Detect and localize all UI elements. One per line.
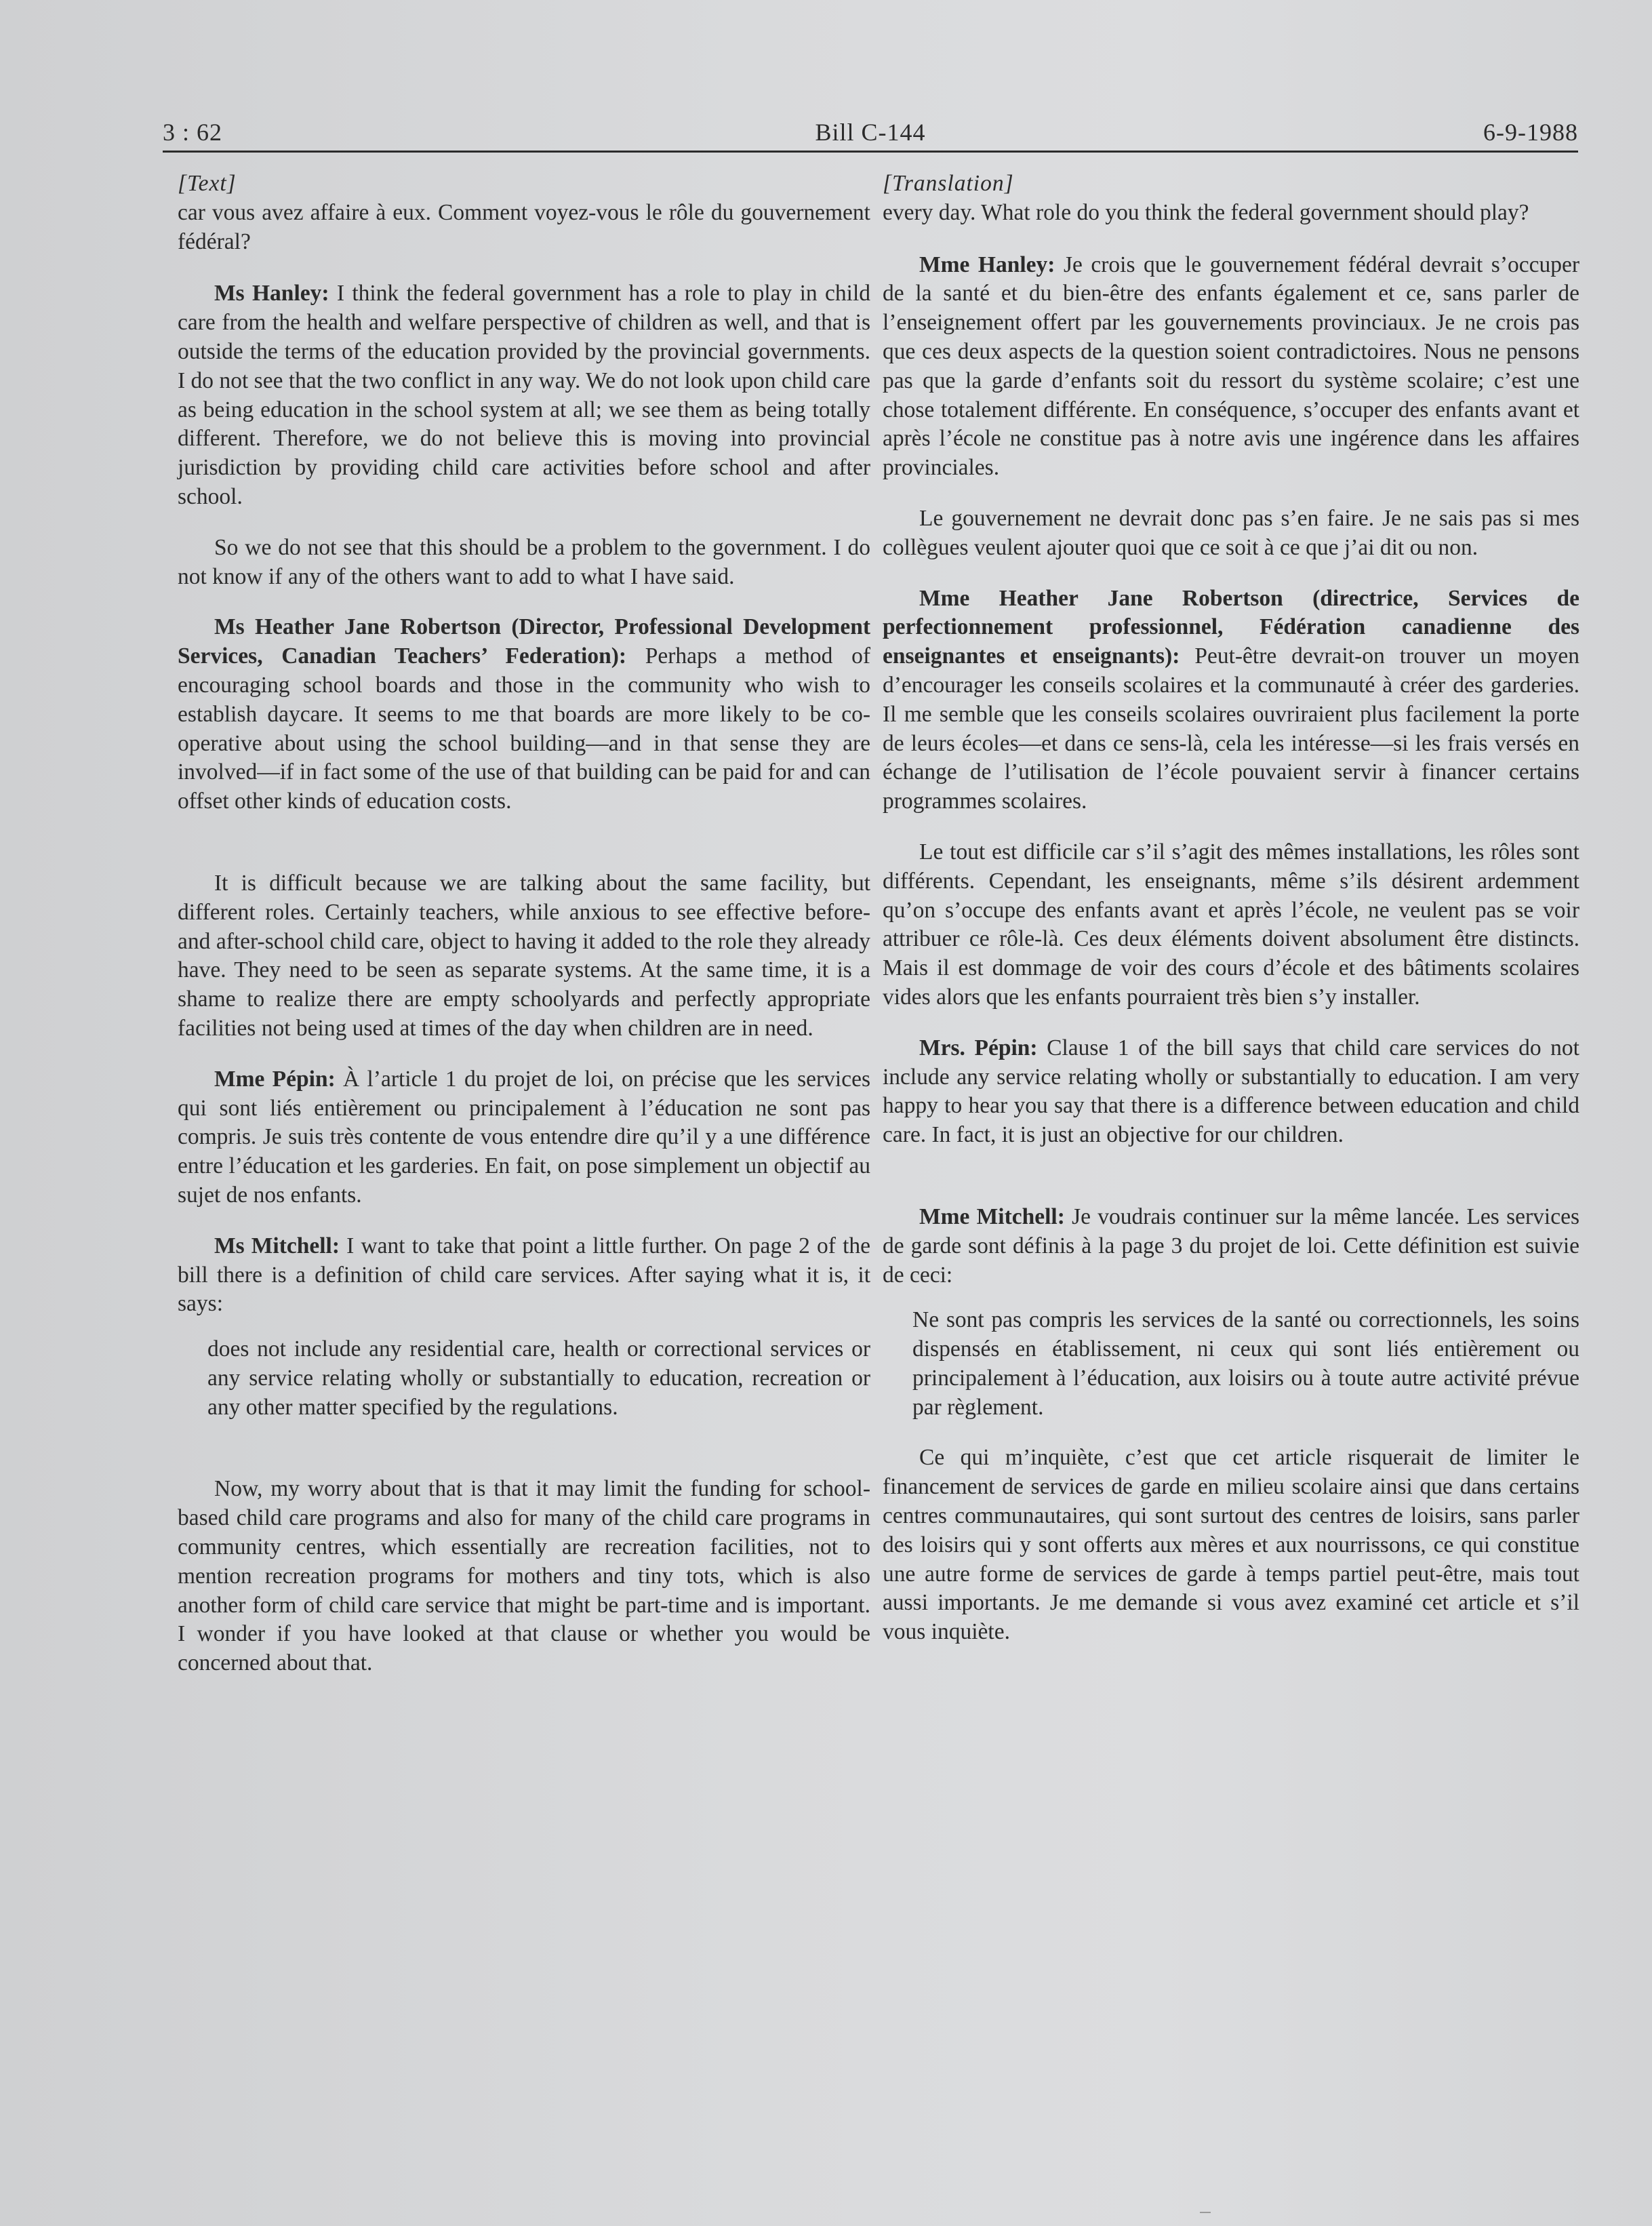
header-date: 6-9-1988 xyxy=(1483,119,1578,146)
paragraph-text: It is difficult because we are talking about the same facility, but different roles. Certainly teachers, while anxious to see effective before- and after-school child care, object to having it added to the role they already have. They need to be seen as separate systems. At the same time, it is a shame to realize there are empty schoolyards and perfectly appropriate facilities not being used at times of the day when children are in need. xyxy=(178,870,870,1041)
paragraph-text: I want to take that point a little further. On page 2 of the bill there is a definition of child care services. After saying what it is, it says: xyxy=(178,1233,870,1317)
paragraph xyxy=(883,838,1579,1012)
paragraph-text: Now, my worry about that is that it may limit the funding for school-based child care programs and also for many of the child care programs in community centres, which essentially are recreation facilities, not to mention recreation programs for mothers and tiny tots, which is also another form of child care service that might be part-time and is important. I wonder if you have looked at that clause or whether you would be concerned about that. xyxy=(178,1476,870,1676)
paragraph xyxy=(883,251,1579,483)
speaker-name: Mme Pépin: xyxy=(214,1066,336,1092)
paragraph-text: Ce qui m’inquiète, c’est que cet article risquerait de limiter le financement de services de garde en milieu scolaire ainsi que dans certains centres communautaires, qui sont surtout des centres de loisirs, sans parler des loisirs qui y sont offerts aux mères et aux nourrissons, ce qui constitue une autre forme de services de garde à temps partiel peut-être, mais tout aussi importants. Je me demande si vous avez examiné cet article et s’il vous inquiète. xyxy=(883,1445,1579,1645)
paragraph-text: So we do not see that this should be a problem to the government. I do not know if any of the others want to add to what I have said. xyxy=(178,534,870,589)
paragraph-text: Je voudrais continuer sur la même lancée. Les services de garde sont définis à la page 3 du projet de loi. Cette définition est suivie de ceci: xyxy=(883,1204,1579,1288)
speaker-name: Ms Mitchell: xyxy=(214,1233,340,1258)
paragraph xyxy=(883,504,1579,563)
paragraph-text: Le gouvernement ne devrait donc pas s’en faire. Je ne sais pas si mes collègues veulent ajouter quoi que ce soit à ce que j’ai dit ou non. xyxy=(883,505,1579,560)
column-label-text: [Text] xyxy=(178,171,237,196)
right-column xyxy=(883,170,1579,1669)
block-quote xyxy=(207,1335,870,1422)
speaker-name: Mme Mitchell: xyxy=(919,1204,1065,1229)
column-label-translation: [Translation] xyxy=(883,171,1014,196)
speaker-name: Mrs. Pépin: xyxy=(919,1035,1038,1060)
quote-text: does not include any residential care, health or correctional services or any service relating wholly or substantially to education, recreation or any other matter specified by the regulations. xyxy=(207,1336,870,1420)
paragraph-text: Je crois que le gouvernement fédéral devrait s’occuper de la santé et du bien-être des enfants également et ce, sans parler de l’enseignement offert par les gouvernements provinciaux. Je ne crois pas que ces deux aspects de la question soient contradictoires. Nous ne pensons pas que la garde d’enfants soit du ressort du système scolaire; c’est une chose totalement différente. En conséquence, s’occuper des enfants avant et après l’école ne constitue pas à notre avis une ingérence dans les affaires provinciales. xyxy=(883,252,1579,481)
paragraph-text: À l’article 1 du projet de loi, on précise que les services qui sont liés entièrement ou principalement à l’éducation ne sont pas compris. Je suis très contente de vous entendre dire qu’il y a une différence entre l’éducation et les garderies. En fait, on pose simplement un objectif au sujet de nos enfants. xyxy=(178,1066,871,1208)
paragraph xyxy=(178,613,870,816)
bill-title: Bill C-144 xyxy=(815,119,926,146)
paragraph xyxy=(178,869,870,1044)
paragraph-text: Clause 1 of the bill says that child care services do not include any service relating wholly or substantially to education. I am very happy to hear you say that there is a difference between education and child care. In fact, it is just an objective for our children. xyxy=(883,1035,1579,1148)
paragraph-text: I think the federal government has a role to play in child care from the health and welfare perspective of children as well, and that is outside the terms of the education provided by the provincial governments. I do not see that the two conflict in any way. We do not look upon child care as being education in the school system at all; we see them as being totally different. Therefore, we do not believe this is moving into provincial jurisdiction by providing child care activities before school and after school. xyxy=(178,281,870,509)
page-number: 3 : 62 xyxy=(163,119,223,146)
paragraph-text: every day. What role do you think the federal government should play? xyxy=(883,199,1529,225)
paragraph xyxy=(178,279,870,511)
left-column xyxy=(178,170,870,1700)
header-rule xyxy=(163,151,1578,153)
paragraph xyxy=(883,1034,1579,1150)
speaker-name: Ms Hanley: xyxy=(214,281,329,306)
paragraph xyxy=(883,1444,1579,1647)
quote-text: Ne sont pas compris les services de la santé ou correctionnels, les soins dispensés en établissement, ni ceux qui sont liés entièrement ou principalement à l’éducation, aux loisirs ou à toute autre activité prévue par règlement. xyxy=(912,1307,1579,1420)
page-header xyxy=(163,117,1578,148)
paragraph xyxy=(883,584,1579,816)
paragraph xyxy=(178,1065,870,1210)
speaker-name: Mme Heather Jane Robertson (directrice, Services de perfectionnement professionnel, Fédération canadienne des enseignantes et enseignants): xyxy=(883,585,1579,669)
paragraph-text: Peut-être devrait-on trouver un moyen d’encourager les conseils scolaires et la communauté à créer des garderies. Il me semble que les conseils scolaires ouvriraient plus facilement la porte de leurs écoles—et dans ce sens-là, cela les intéresse—si les frais versés en échange de l’utilisation de l’école pouvaient servir à financer certains programmes scolaires. xyxy=(883,643,1579,814)
paragraph-text: car vous avez affaire à eux. Comment voyez-vous le rôle du gouvernement fédéral? xyxy=(178,199,870,254)
paragraph xyxy=(883,1203,1579,1290)
paragraph xyxy=(178,199,870,257)
speaker-name: Mme Hanley: xyxy=(919,252,1055,277)
paragraph-text: Le tout est difficile car s’il s’agit des mêmes installations, les rôles sont différents. Cependant, les enseignants, même s’ils désirent ardemment qu’on s’occupe des enfants avant et après l’école, ne veulent pas se voir attribuer ce rôle-là. Ces deux éléments doivent absolument être distincts. Mais il est dommage de voir des cours d’école et des bâtiments scolaires vides alors que les enfants pourraient très bien s’y installer. xyxy=(883,839,1579,1010)
paragraph-text: Perhaps a method of encouraging school boards and those in the community who wish to establish daycare. It seems to me that boards are more likely to be co-operative about using the school building—and in that sense they are involved—if in fact some of the use of that building can be paid for and can offset other kinds of education costs. xyxy=(178,643,870,814)
scan-mark xyxy=(1200,2212,1211,2213)
paragraph xyxy=(178,1232,870,1319)
speaker-name: Ms Heather Jane Robertson (Director, Professional Development Services, Canadian Teachers’ Federation): xyxy=(178,614,870,669)
paragraph xyxy=(883,199,1579,228)
paragraph xyxy=(178,534,870,592)
block-quote xyxy=(912,1306,1579,1422)
paragraph xyxy=(178,1475,870,1678)
